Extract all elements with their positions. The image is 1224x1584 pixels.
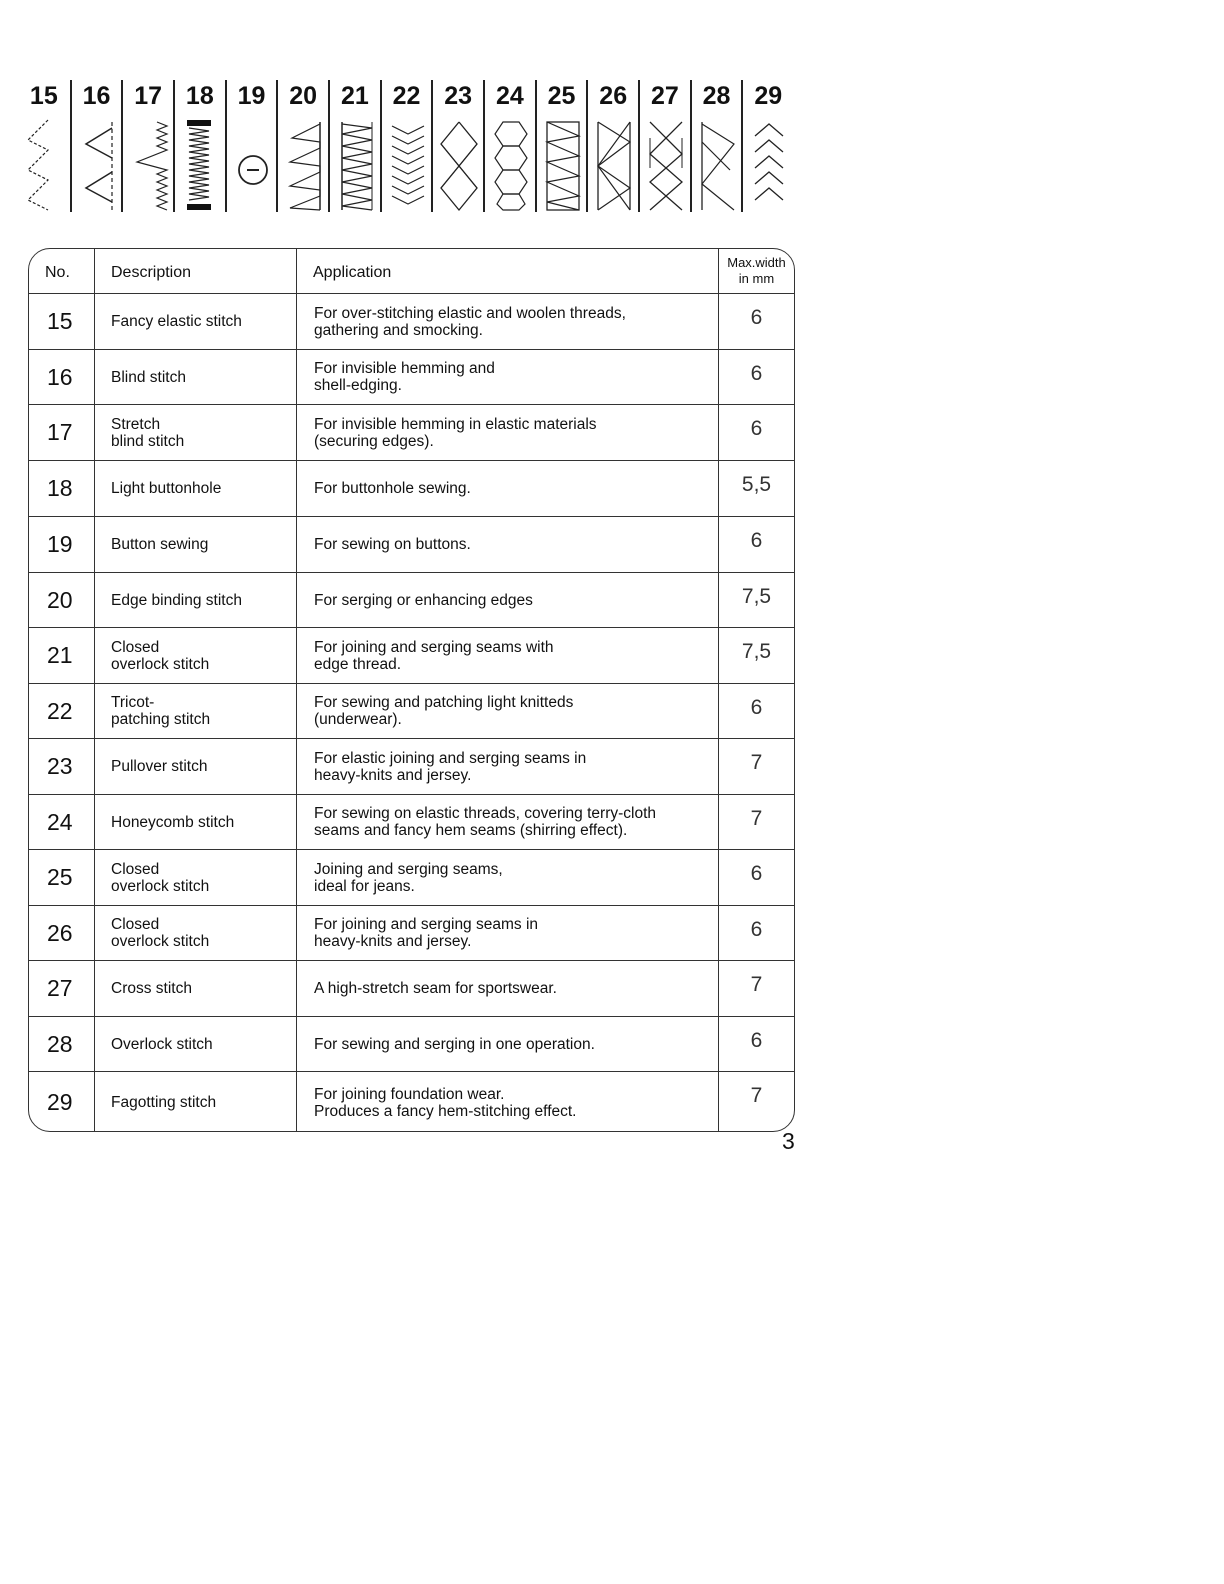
closed-overlock-stitch-icon bbox=[541, 118, 585, 212]
fagotting-stitch-icon bbox=[747, 118, 791, 212]
row-application: For serging or enhancing edges bbox=[314, 591, 533, 609]
row-description: Closed overlock stitch bbox=[111, 860, 210, 895]
row-no-cell bbox=[29, 350, 95, 404]
row-width-cell bbox=[719, 795, 794, 849]
row-width: 7 bbox=[750, 807, 763, 830]
row-application: For elastic joining and serging seams in heavy-knits and jersey. bbox=[314, 749, 587, 784]
stitch-column bbox=[328, 80, 380, 212]
row-application-cell bbox=[297, 573, 719, 627]
header-description: Description bbox=[111, 264, 192, 281]
row-description-cell bbox=[95, 350, 297, 404]
row-description-cell bbox=[95, 961, 297, 1016]
row-description: Closed overlock stitch bbox=[111, 638, 210, 673]
stitch-column bbox=[741, 80, 793, 212]
row-description-cell bbox=[95, 573, 297, 627]
row-application: Joining and serging seams, ideal for jeans. bbox=[314, 860, 503, 895]
blind-stitch-icon bbox=[76, 118, 120, 212]
row-application: A high-stretch seam for sportswear. bbox=[314, 980, 557, 997]
row-application-cell bbox=[297, 350, 719, 404]
row-application-cell bbox=[297, 1017, 719, 1071]
light-buttonhole-icon bbox=[179, 118, 223, 212]
row-application-cell bbox=[297, 684, 719, 738]
stitch-pattern-strip bbox=[18, 80, 793, 212]
row-width: 6 bbox=[750, 918, 763, 941]
table-row bbox=[29, 460, 794, 516]
stitch-column bbox=[380, 80, 432, 212]
row-width-cell bbox=[719, 850, 794, 905]
honeycomb-stitch-icon bbox=[489, 118, 533, 212]
row-width: 6 bbox=[750, 362, 763, 385]
table-row bbox=[29, 293, 794, 349]
header-application-cell bbox=[297, 249, 719, 293]
row-no-cell bbox=[29, 850, 95, 905]
page-number: 3 bbox=[782, 1128, 795, 1154]
table-row bbox=[29, 683, 794, 738]
table-header-row bbox=[29, 249, 794, 293]
row-description-cell bbox=[95, 294, 297, 349]
row-no-cell bbox=[29, 684, 95, 738]
row-width-cell bbox=[719, 517, 794, 572]
row-no-cell bbox=[29, 906, 95, 960]
row-description-cell bbox=[95, 684, 297, 738]
row-width-cell bbox=[719, 684, 794, 738]
row-description: Blind stitch bbox=[111, 368, 186, 386]
row-no-cell bbox=[29, 1017, 95, 1071]
row-no: 20 bbox=[47, 586, 73, 613]
tricot-patching-stitch-icon bbox=[386, 118, 430, 212]
row-width: 6 bbox=[750, 417, 763, 440]
table-row bbox=[29, 960, 794, 1016]
row-width-cell bbox=[719, 628, 794, 683]
row-no: 19 bbox=[47, 531, 73, 557]
row-width-cell bbox=[719, 350, 794, 404]
stitch-number: 27 bbox=[650, 82, 679, 110]
stitch-number: 20 bbox=[289, 82, 318, 110]
row-description: Stretch blind stitch bbox=[111, 415, 185, 450]
row-width: 6 bbox=[750, 1029, 763, 1052]
row-no-cell bbox=[29, 628, 95, 683]
header-width-line2: in mm bbox=[738, 271, 775, 286]
row-width-cell bbox=[719, 1072, 794, 1132]
row-application-cell bbox=[297, 405, 719, 460]
row-application-cell bbox=[297, 628, 719, 683]
row-application: For sewing on buttons. bbox=[314, 536, 471, 553]
row-description-cell bbox=[95, 739, 297, 794]
stitch-column bbox=[586, 80, 638, 212]
row-width-cell bbox=[719, 405, 794, 460]
row-no: 15 bbox=[47, 308, 73, 334]
row-application-cell bbox=[297, 906, 719, 960]
edge-binding-stitch-icon bbox=[282, 118, 326, 212]
row-description-cell bbox=[95, 906, 297, 960]
header-no: No. bbox=[45, 264, 70, 281]
table-row bbox=[29, 349, 794, 404]
row-description-cell bbox=[95, 850, 297, 905]
row-width-cell bbox=[719, 961, 794, 1016]
row-no: 21 bbox=[47, 642, 73, 668]
table-row bbox=[29, 1071, 794, 1132]
row-application: For buttonhole sewing. bbox=[314, 480, 471, 497]
stitch-column bbox=[225, 80, 277, 212]
row-no: 22 bbox=[47, 697, 73, 724]
header-width bbox=[719, 255, 794, 287]
table-row bbox=[29, 404, 794, 460]
row-application: For invisible hemming and shell-edging. bbox=[314, 360, 495, 394]
row-width: 7,5 bbox=[741, 585, 772, 608]
row-width-cell bbox=[719, 573, 794, 627]
row-application: For joining and serging seams in heavy-knits and jersey. bbox=[314, 916, 539, 950]
row-application: For sewing and patching light knitteds (underwear). bbox=[314, 694, 574, 728]
stitch-number: 16 bbox=[82, 82, 111, 110]
row-no-cell bbox=[29, 294, 95, 349]
row-application-cell bbox=[297, 795, 719, 849]
row-width-cell bbox=[719, 1017, 794, 1071]
header-width-cell bbox=[719, 249, 794, 293]
stitch-column bbox=[121, 80, 173, 212]
row-width-cell bbox=[719, 906, 794, 960]
row-width: 7 bbox=[750, 1084, 763, 1107]
stitch-number: 24 bbox=[495, 82, 524, 110]
stitch-number: 23 bbox=[444, 82, 473, 110]
table-row bbox=[29, 572, 794, 627]
row-no-cell bbox=[29, 739, 95, 794]
button-sewing-icon bbox=[231, 118, 275, 212]
row-description: Button sewing bbox=[111, 536, 209, 553]
stitch-table bbox=[28, 248, 795, 1132]
row-no: 16 bbox=[47, 363, 73, 390]
row-description: Honeycomb stitch bbox=[111, 813, 235, 831]
row-description: Closed overlock stitch bbox=[111, 916, 210, 950]
stitch-column bbox=[431, 80, 483, 212]
stitch-column bbox=[483, 80, 535, 212]
row-no: 18 bbox=[47, 475, 73, 501]
table-row bbox=[29, 516, 794, 572]
stitch-number: 25 bbox=[547, 82, 576, 110]
row-description: Light buttonhole bbox=[111, 480, 222, 497]
stitch-column bbox=[70, 80, 122, 212]
row-width: 6 bbox=[750, 862, 763, 885]
closed-overlock-stitch-icon bbox=[592, 118, 636, 212]
closed-overlock-stitch-icon bbox=[334, 118, 378, 212]
row-width-cell bbox=[719, 739, 794, 794]
row-description-cell bbox=[95, 795, 297, 849]
stitch-number: 22 bbox=[392, 82, 421, 110]
row-application: For joining and serging seams with edge thread. bbox=[314, 638, 554, 673]
row-width: 5,5 bbox=[741, 473, 772, 496]
row-width-cell bbox=[719, 294, 794, 349]
row-width: 7 bbox=[750, 751, 763, 774]
stitch-column bbox=[18, 80, 70, 212]
table-row bbox=[29, 905, 794, 960]
row-application: For sewing and serging in one operation. bbox=[314, 1035, 595, 1053]
stitch-number: 21 bbox=[340, 82, 369, 110]
row-no: 17 bbox=[47, 419, 73, 445]
row-application: For sewing on elastic threads, covering terry-cloth seams and fancy hem seams (shirring effect). bbox=[314, 805, 657, 839]
header-no-cell bbox=[29, 249, 95, 293]
table-row bbox=[29, 1016, 794, 1071]
row-application: For invisible hemming in elastic materials (securing edges). bbox=[314, 415, 597, 450]
row-description-cell bbox=[95, 461, 297, 516]
row-width: 6 bbox=[750, 306, 763, 329]
row-description: Edge binding stitch bbox=[111, 591, 242, 609]
cross-stitch-icon bbox=[644, 118, 688, 212]
row-application-cell bbox=[297, 739, 719, 794]
stitch-column bbox=[535, 80, 587, 212]
row-application-cell bbox=[297, 461, 719, 516]
stitch-number: 28 bbox=[702, 82, 731, 110]
row-no-cell bbox=[29, 573, 95, 627]
row-no: 29 bbox=[47, 1089, 73, 1115]
row-application-cell bbox=[297, 961, 719, 1016]
row-description: Tricot- patching stitch bbox=[111, 694, 211, 728]
row-description-cell bbox=[95, 1072, 297, 1132]
row-no-cell bbox=[29, 1072, 95, 1132]
row-application-cell bbox=[297, 294, 719, 349]
header-application: Application bbox=[313, 264, 392, 281]
stitch-column bbox=[173, 80, 225, 212]
row-application-cell bbox=[297, 517, 719, 572]
row-width-cell bbox=[719, 461, 794, 516]
row-description: Cross stitch bbox=[111, 980, 192, 997]
row-no: 24 bbox=[47, 808, 73, 835]
header-width-line1: Max.width bbox=[727, 255, 786, 270]
pullover-stitch-icon bbox=[437, 118, 481, 212]
row-description: Fancy elastic stitch bbox=[111, 313, 242, 330]
row-description: Overlock stitch bbox=[111, 1035, 213, 1053]
stretch-blind-stitch-icon bbox=[127, 118, 171, 212]
row-width: 6 bbox=[750, 696, 763, 719]
row-application: For over-stitching elastic and woolen threads, gathering and smocking. bbox=[314, 304, 626, 339]
row-no-cell bbox=[29, 405, 95, 460]
table-row bbox=[29, 794, 794, 849]
row-no: 25 bbox=[47, 864, 73, 890]
stitch-number: 18 bbox=[185, 82, 214, 110]
stitch-column bbox=[276, 80, 328, 212]
overlock-stitch-icon bbox=[696, 118, 740, 212]
row-description-cell bbox=[95, 405, 297, 460]
row-width: 6 bbox=[750, 529, 763, 552]
table-row bbox=[29, 849, 794, 905]
row-application: For joining foundation wear. Produces a fancy hem-stitching effect. bbox=[314, 1085, 577, 1120]
row-description: Pullover stitch bbox=[111, 758, 208, 775]
row-width: 7 bbox=[750, 973, 763, 996]
row-width: 7,5 bbox=[741, 640, 772, 663]
row-no: 27 bbox=[47, 975, 73, 1001]
row-no-cell bbox=[29, 461, 95, 516]
row-no: 28 bbox=[47, 1030, 73, 1057]
table-row bbox=[29, 627, 794, 683]
fancy-elastic-stitch-icon bbox=[22, 118, 66, 212]
stitch-column bbox=[638, 80, 690, 212]
row-no-cell bbox=[29, 961, 95, 1016]
row-no: 26 bbox=[47, 919, 73, 946]
row-no: 23 bbox=[47, 753, 73, 779]
row-description: Fagotting stitch bbox=[111, 1094, 217, 1111]
row-description-cell bbox=[95, 628, 297, 683]
row-description-cell bbox=[95, 1017, 297, 1071]
row-description-cell bbox=[95, 517, 297, 572]
row-no-cell bbox=[29, 795, 95, 849]
stitch-number: 17 bbox=[134, 82, 163, 110]
stitch-number: 29 bbox=[754, 82, 783, 110]
header-description-cell bbox=[95, 249, 297, 293]
stitch-number: 19 bbox=[237, 82, 266, 110]
row-application-cell bbox=[297, 1072, 719, 1132]
stitch-number: 15 bbox=[29, 82, 58, 110]
stitch-number: 26 bbox=[599, 82, 628, 110]
table-row bbox=[29, 738, 794, 794]
stitch-column bbox=[690, 80, 742, 212]
row-no-cell bbox=[29, 517, 95, 572]
row-application-cell bbox=[297, 850, 719, 905]
